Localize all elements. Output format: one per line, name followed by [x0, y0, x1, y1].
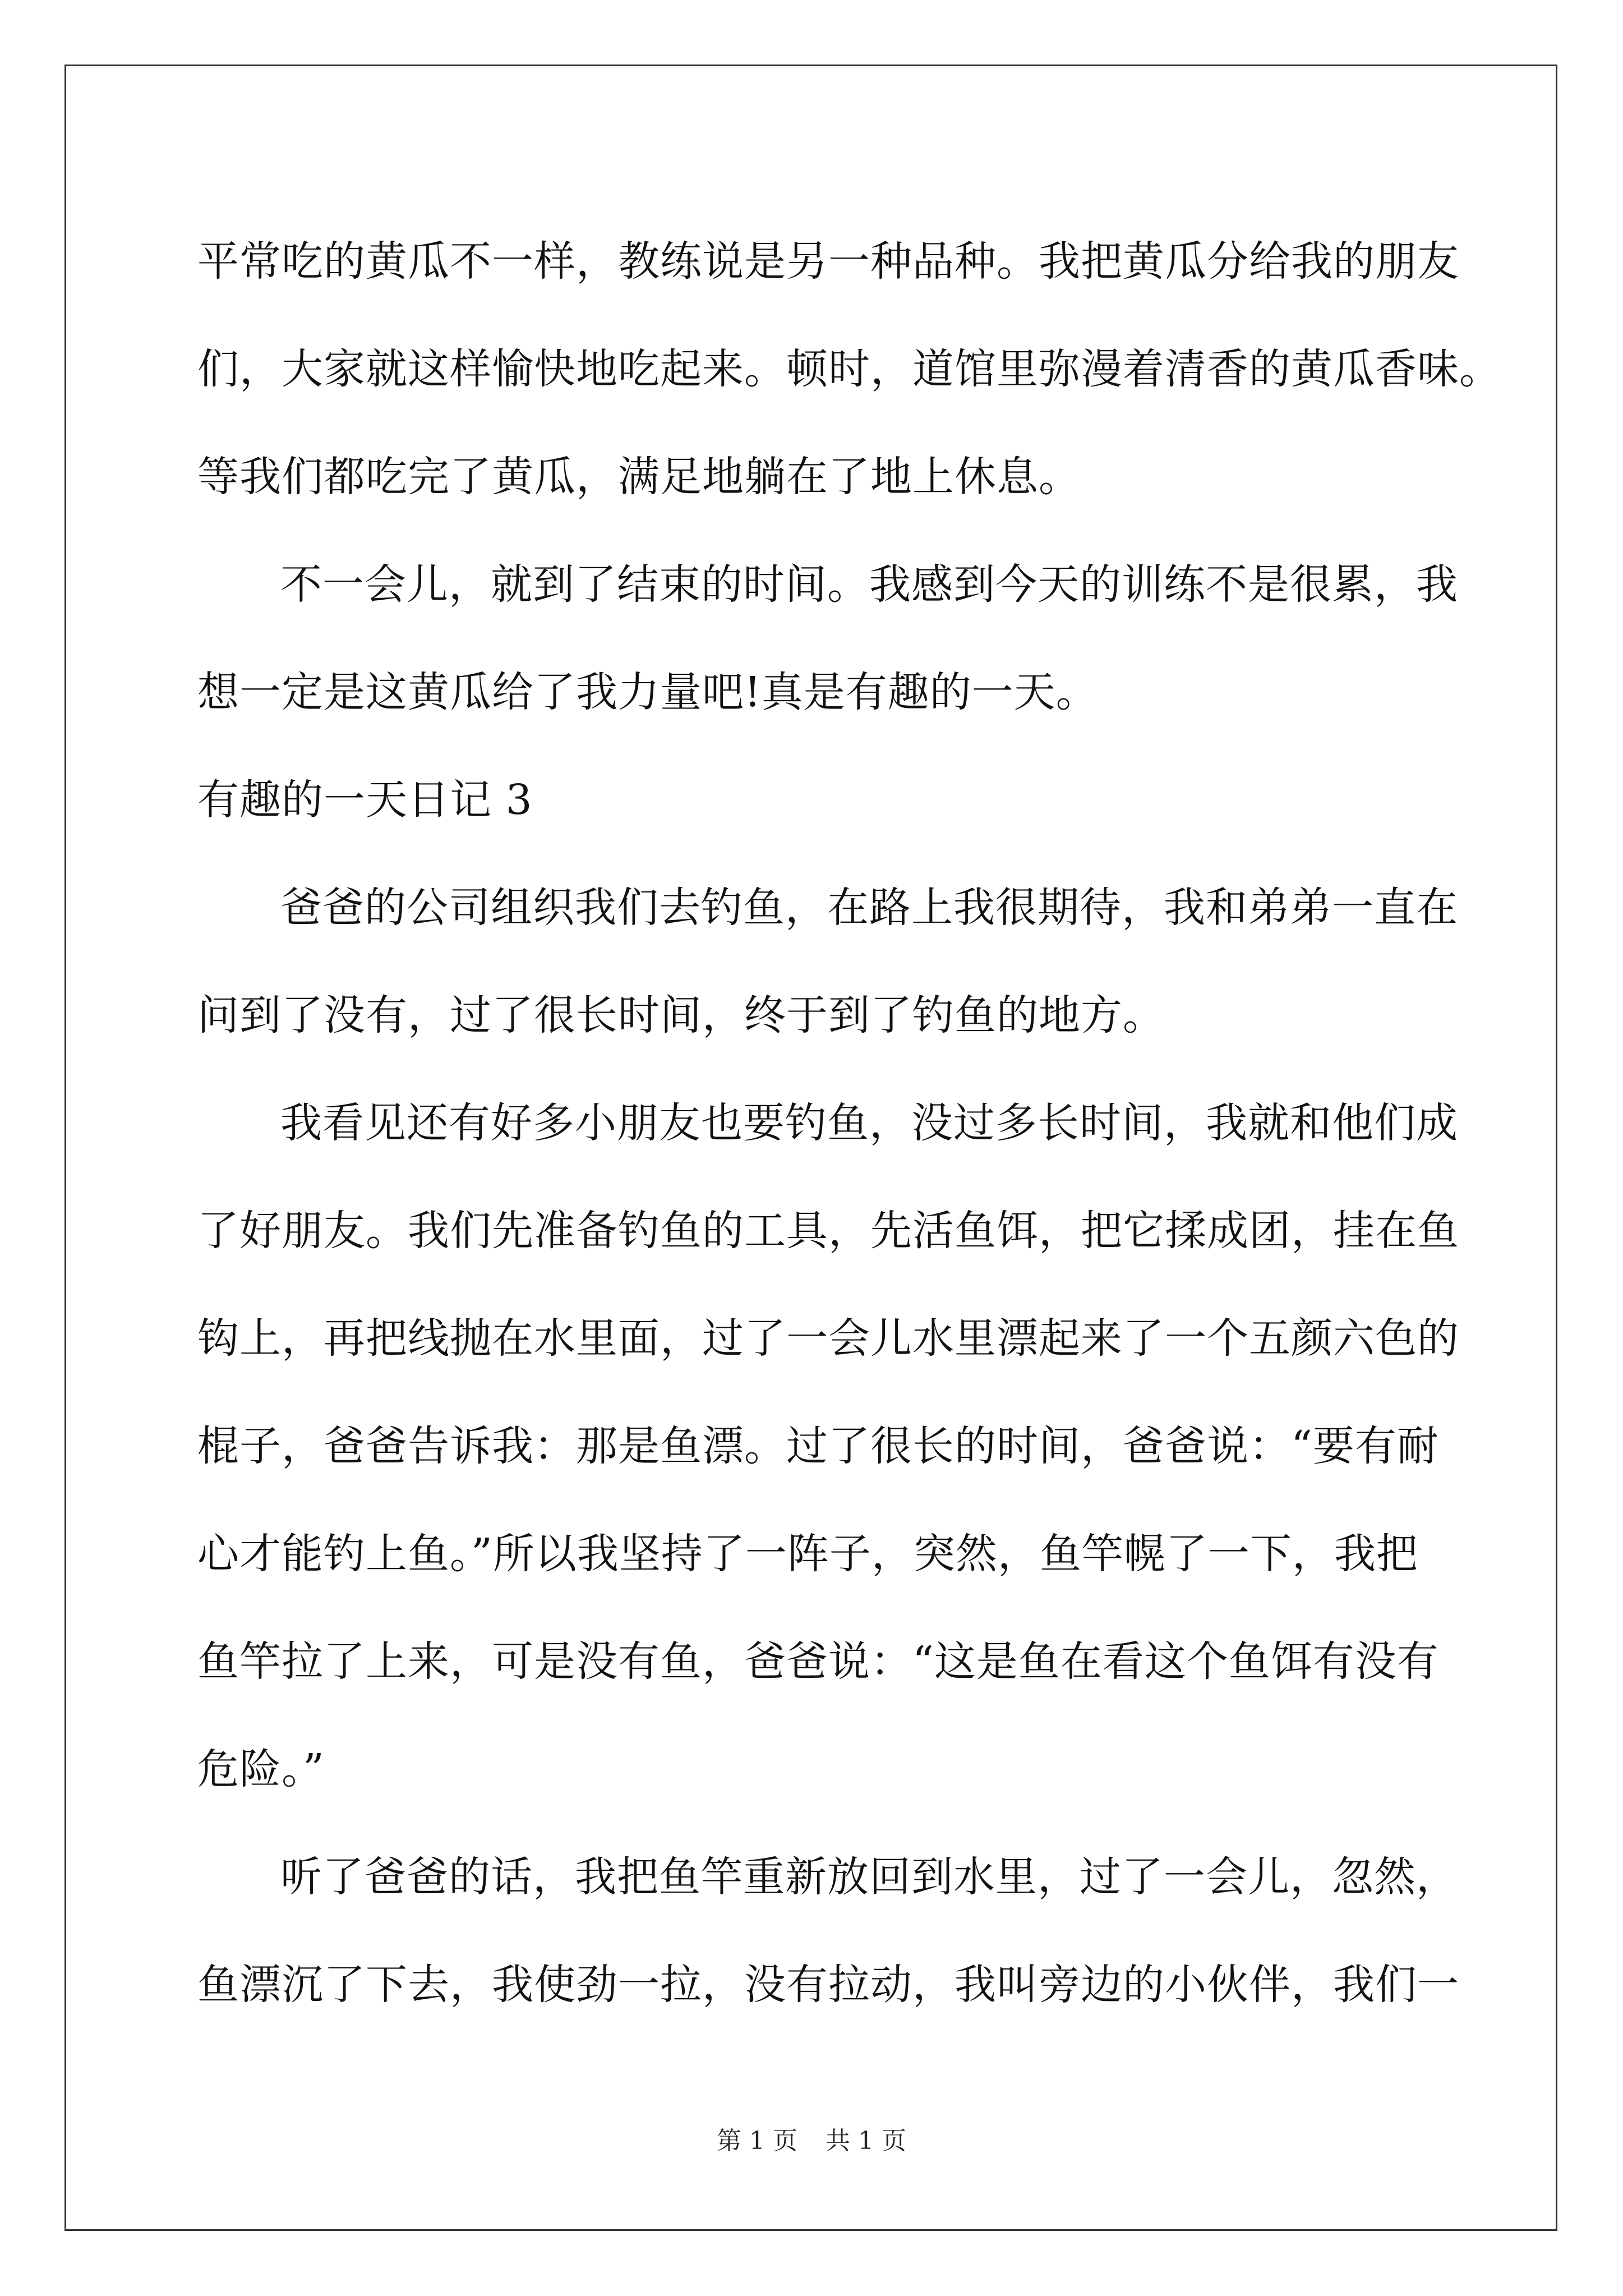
- text-line: 们，大家就这样愉快地吃起来。顿时，道馆里弥漫着清香的黄瓜香味。: [197, 345, 1501, 393]
- paragraph-start-line: 听了爸爸的话，我把鱼竿重新放回到水里，过了一会儿，忽然，: [280, 1853, 1458, 1901]
- paragraph-start-line: 不一会儿，就到了结束的时间。我感到今天的训练不是很累，我: [280, 560, 1458, 609]
- text-line: 了好朋友。我们先准备钓鱼的工具，先活鱼饵，把它揉成团，挂在鱼: [197, 1207, 1459, 1255]
- page-total: 共 1 页: [826, 2127, 906, 2155]
- text-line: 问到了没有，过了很长时间，终于到了钓鱼的地方。: [197, 991, 1165, 1039]
- page-footer: [0, 2120, 1623, 2156]
- text-line: 等我们都吃完了黄瓜，满足地躺在了地上休息。: [197, 453, 1081, 501]
- text-line: 棍子，爸爸告诉我：那是鱼漂。过了很长的时间，爸爸说：“要有耐: [197, 1422, 1439, 1470]
- text-line: 心才能钓上鱼。”所以我坚持了一阵子，突然，鱼竿幌了一下，我把: [197, 1530, 1418, 1578]
- text-line: 鱼竿拉了上来，可是没有鱼，爸爸说：“这是鱼在看这个鱼饵有没有: [197, 1637, 1439, 1686]
- text-line: 钩上，再把线抛在水里面，过了一会儿水里漂起来了一个五颜六色的: [197, 1314, 1459, 1363]
- paragraph-start-line: 我看见还有好多小朋友也要钓鱼，没过多长时间，我就和他们成: [280, 1099, 1458, 1147]
- text-line: 鱼漂沉了下去，我使劲一拉，没有拉动，我叫旁边的小伙伴，我们一: [197, 1961, 1459, 2009]
- text-line: 想一定是这黄瓜给了我力量吧!真是有趣的一天。: [197, 668, 1098, 716]
- page-number: 第 1 页: [717, 2127, 797, 2155]
- paragraph-start-line: 爸爸的公司组织我们去钓鱼，在路上我很期待，我和弟弟一直在: [280, 884, 1458, 932]
- document-body: [197, 208, 1501, 2039]
- text-line: 危险。”: [197, 1745, 325, 1793]
- section-heading: 有趣的一天日记 3: [197, 776, 533, 824]
- text-line: 平常吃的黄瓜不一样，教练说是另一种品种。我把黄瓜分给我的朋友: [197, 237, 1459, 286]
